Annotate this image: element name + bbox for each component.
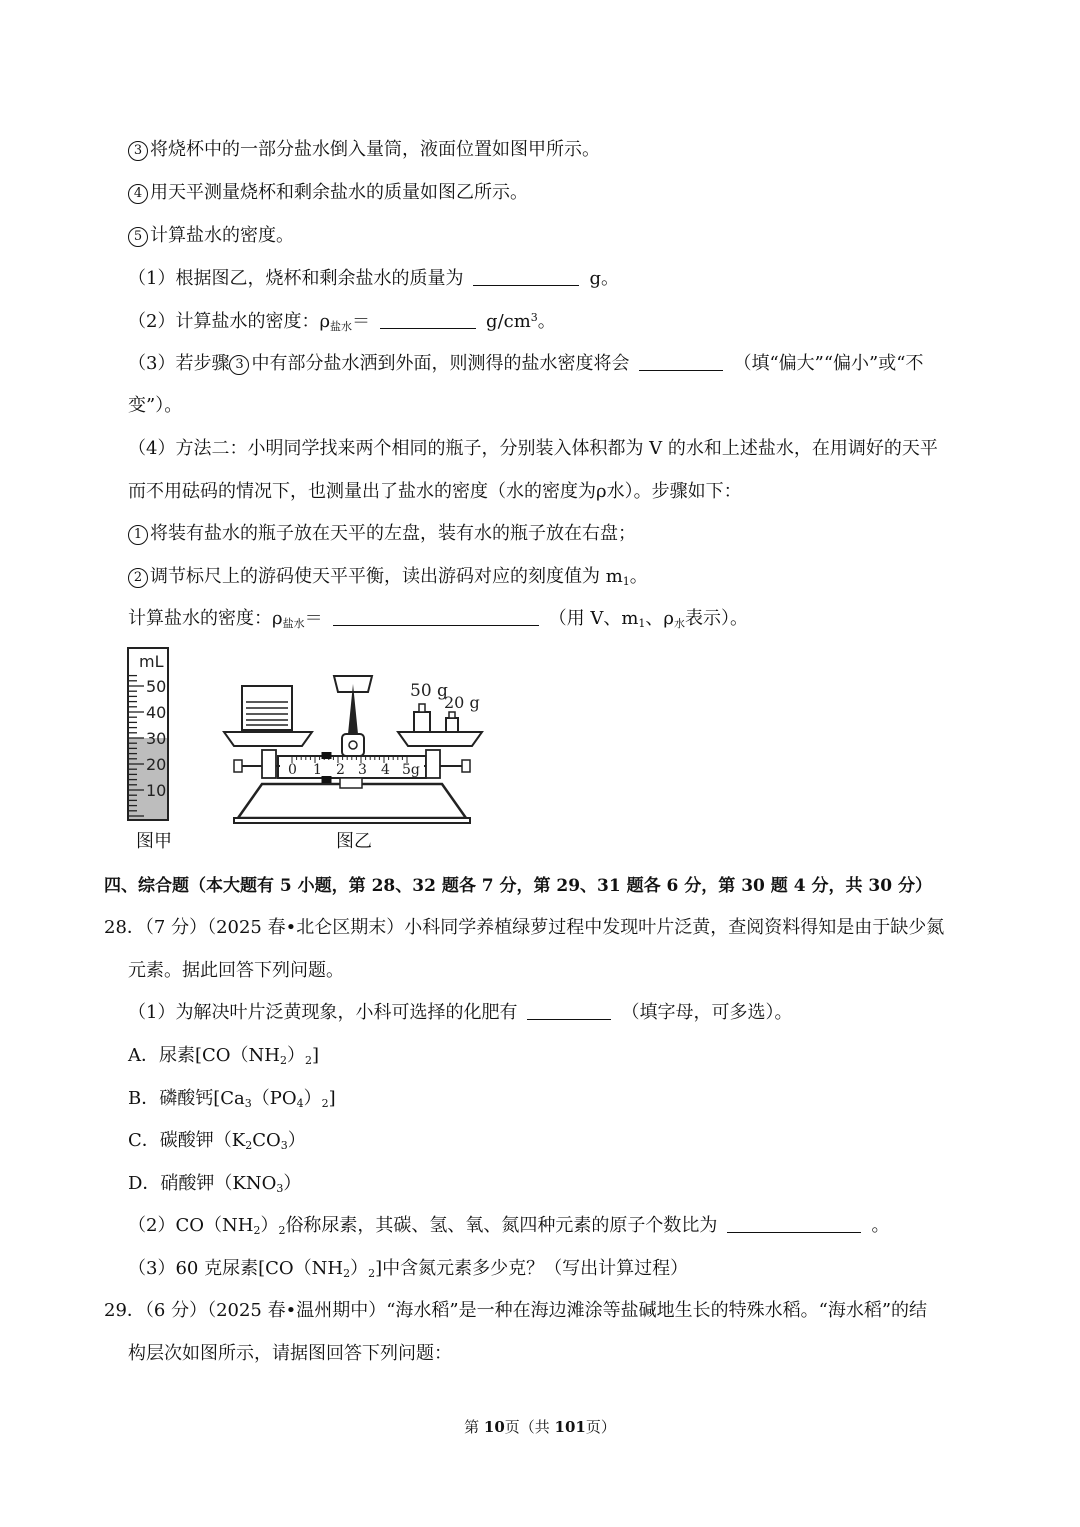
question-4: （4）方法二：小明同学找来两个相同的瓶子，分别装入体积都为 V 的水和上述盐水，在用调好的天平: [128, 438, 938, 459]
weight-20g-label: 20 g: [444, 693, 480, 712]
step-5: [128, 224, 294, 248]
question-28-part-2: $(2)CO(NH_2)_2$俗称尿素，其碳、氢、氧、氮四种元素的原子个数比为 。: [128, 1215, 890, 1237]
question-4-cont: 而不用砝码的情况下，也测量出了盐水的密度（水的密度为ρ水）。步骤如下：: [128, 481, 742, 502]
option-a[interactable]: A．尿素$[CO(NH_2)_2]$: [128, 1045, 320, 1067]
figure-jia-label: 图甲: [136, 831, 172, 852]
scale-label: 2: [336, 762, 345, 778]
circled-number: 5: [128, 227, 148, 247]
answer-blank[interactable]: [727, 1214, 861, 1233]
scale-label: 4: [381, 762, 390, 778]
answer-blank[interactable]: [473, 267, 579, 286]
scale-label: 3: [358, 762, 367, 778]
scale-label: 1: [313, 762, 322, 778]
question-28-cont: 元素。据此回答下列问题。: [128, 960, 344, 981]
tick-label: 20: [146, 755, 167, 774]
method2-step-1: 1 将装有盐水的瓶子放在天平的左盘，装有水的瓶子放在右盘；: [128, 522, 636, 546]
option-b[interactable]: B．磷酸钙$[Ca_3(PO_4)_2]$: [128, 1088, 336, 1110]
circled-number: 3: [128, 141, 148, 161]
question-28-part-1: （1）为解决叶片泛黄现象，小科可选择的化肥有 （填字母，可多选）。: [128, 1002, 793, 1023]
method2-calc: 计算盐水的密度：$\rho_{盐水}=$ （用 V、$m_1$、$\rho_水$表示）。: [128, 608, 748, 630]
step-3: [128, 138, 600, 162]
page-footer: 第 10页（共 101页）: [464, 1418, 616, 1436]
balance-figure: [220, 668, 490, 828]
graduated-cylinder-figure: [124, 644, 174, 826]
question-3: （3）若步骤 3 中有部分盐水洒到外面，则测得的盐水密度将会 （填“偏大”“偏小”或“不: [128, 353, 924, 374]
question-3-cont: 变”）。: [128, 395, 183, 416]
scale-label: 0: [288, 762, 297, 778]
scale-label: 5g: [402, 762, 420, 778]
circled-number: 4: [128, 184, 148, 204]
question-1: （1）根据图乙，烧杯和剩余盐水的质量为 g。: [128, 268, 619, 289]
tick-label: 30: [146, 729, 167, 748]
step-text: 计算盐水的密度。: [150, 225, 294, 246]
step-text: 用天平测量烧杯和剩余盐水的质量如图乙所示。: [150, 182, 528, 203]
cylinder-unit: mL: [139, 652, 164, 671]
tick-label: 10: [146, 781, 167, 800]
circled-number: 1: [128, 525, 148, 545]
tick-label: 50: [146, 677, 167, 696]
answer-blank[interactable]: [380, 310, 476, 329]
question-29: 29．（6 分）（2025 春•温州期中）“海水稻”是一种在海边滩涂等盐碱地生长的特殊水稻。“海水稻”的结: [104, 1300, 928, 1321]
answer-blank[interactable]: [333, 607, 539, 626]
question-2: （2）计算盐水的密度：$\rho_{盐水}= g/cm^3$。: [128, 311, 556, 333]
liquid-level: [129, 738, 167, 819]
step-4: [128, 181, 528, 205]
option-d[interactable]: D．硝酸钾$(KNO_3)$: [128, 1173, 302, 1195]
step-text: 将烧杯中的一部分盐水倒入量筒，液面位置如图甲所示。: [150, 139, 600, 160]
page-number: 10: [483, 1418, 505, 1436]
option-c[interactable]: C．碳酸钾$(K_2CO_3)$: [128, 1130, 306, 1152]
question-28: 28．（7 分）（2025 春•北仑区期末）小科同学养植绿萝过程中发现叶片泛黄，查阅资料得知是由于缺少氮: [104, 917, 945, 938]
question-28-part-3: （3）60 克尿素$[CO(NH_2)_2]$中含氮元素多少克？（写出计算过程）: [128, 1258, 689, 1280]
weight-50g-label: 50 g: [410, 681, 448, 701]
page-total: 101: [554, 1418, 586, 1436]
tick-label: 40: [146, 703, 167, 722]
answer-blank[interactable]: [527, 1001, 611, 1020]
question-29-cont: 构层次如图所示，请据图回答下列问题：: [128, 1343, 452, 1364]
method2-step-2: 2 调节标尺上的游码使天平平衡，读出游码对应的刻度值为 $m_1$。: [128, 565, 648, 589]
circled-number: 2: [128, 568, 148, 588]
section-heading: 四、综合题（本大题有 5 小题，第 28、32 题各 7 分，第 29、31 题各 6 分，第 30 题 4 分，共 30 分）: [104, 876, 932, 896]
circled-number: 3: [229, 355, 249, 375]
figure-yi-label: 图乙: [336, 831, 372, 852]
answer-blank[interactable]: [639, 352, 723, 371]
